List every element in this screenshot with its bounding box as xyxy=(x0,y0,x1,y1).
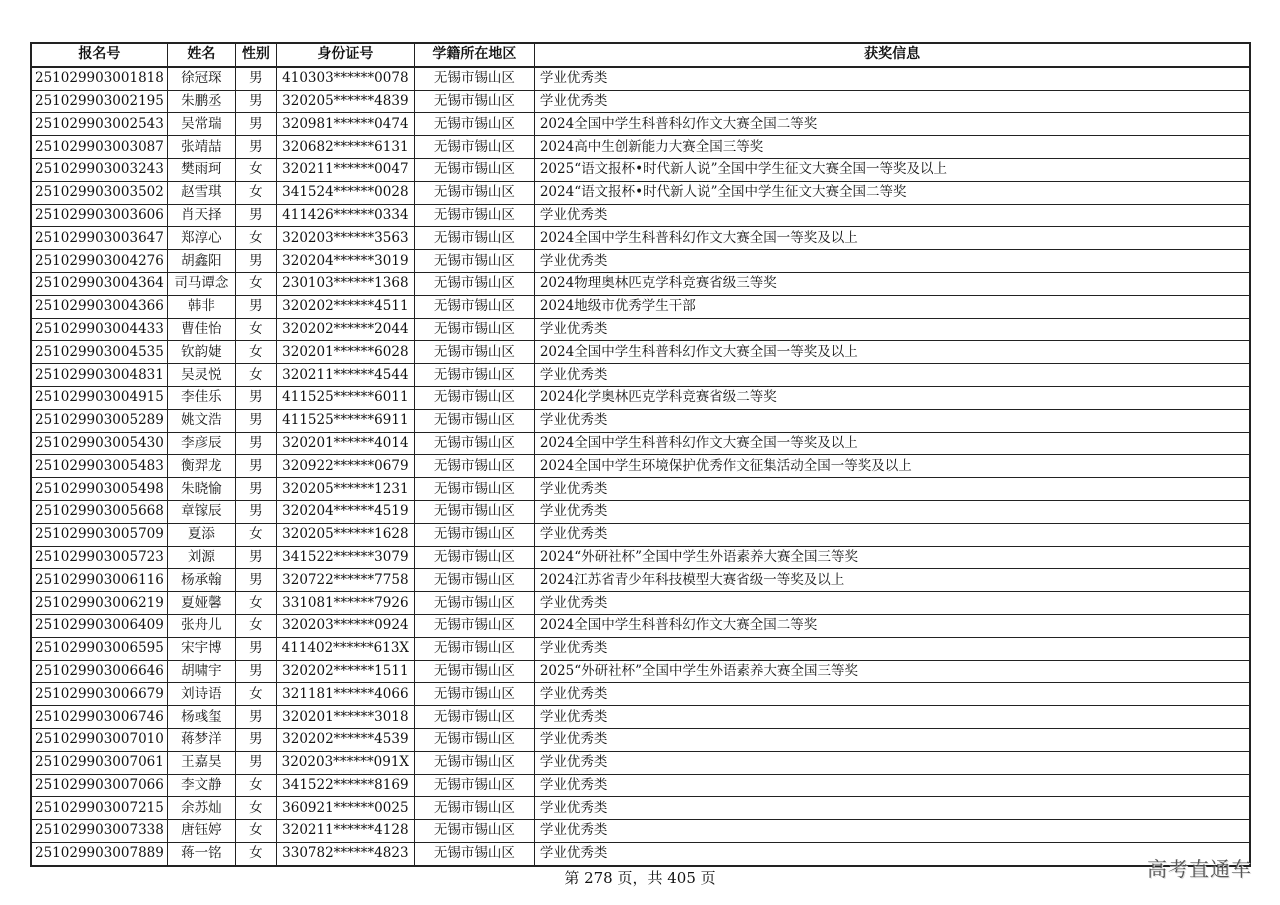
cell-registration-number: 251029903004831 xyxy=(31,364,167,387)
cell-region: 无锡市锡山区 xyxy=(414,90,534,113)
table-row xyxy=(31,90,1250,113)
cell-registration-number: 251029903003647 xyxy=(31,227,167,250)
cell-award-info: 2024“语文报杯•时代新人说”全国中学生征文大赛全国二等奖 xyxy=(534,181,1250,204)
cell-region: 无锡市锡山区 xyxy=(414,364,534,387)
cell-gender: 男 xyxy=(235,67,276,90)
cell-gender: 女 xyxy=(235,181,276,204)
cell-id-number: 320205******1231 xyxy=(276,478,414,501)
cell-gender: 男 xyxy=(235,751,276,774)
cell-id-number: 320202******4511 xyxy=(276,295,414,318)
table-row xyxy=(31,614,1250,637)
cell-region: 无锡市锡山区 xyxy=(414,820,534,843)
cell-name: 蒋梦洋 xyxy=(167,728,235,751)
cell-name: 王嘉昊 xyxy=(167,751,235,774)
table-row xyxy=(31,136,1250,159)
cell-award-info: 学业优秀类 xyxy=(534,683,1250,706)
cell-id-number: 320204******4519 xyxy=(276,500,414,523)
cell-name: 姚文浩 xyxy=(167,409,235,432)
cell-region: 无锡市锡山区 xyxy=(414,67,534,90)
cell-name: 胡鑫阳 xyxy=(167,250,235,273)
col-header-region: 学籍所在地区 xyxy=(414,43,534,67)
cell-name: 夏添 xyxy=(167,523,235,546)
cell-gender: 女 xyxy=(235,341,276,364)
cell-id-number: 320722******7758 xyxy=(276,569,414,592)
cell-award-info: 学业优秀类 xyxy=(534,842,1250,865)
cell-region: 无锡市锡山区 xyxy=(414,318,534,341)
cell-name: 蒋一铭 xyxy=(167,842,235,865)
cell-name: 李佳乐 xyxy=(167,386,235,409)
cell-award-info: 学业优秀类 xyxy=(534,250,1250,273)
col-header-id-number: 身份证号 xyxy=(276,43,414,67)
cell-gender: 女 xyxy=(235,318,276,341)
cell-gender: 男 xyxy=(235,455,276,478)
cell-award-info: 学业优秀类 xyxy=(534,774,1250,797)
cell-name: 刘源 xyxy=(167,546,235,569)
cell-id-number: 410303******0078 xyxy=(276,67,414,90)
table-row xyxy=(31,592,1250,615)
cell-region: 无锡市锡山区 xyxy=(414,478,534,501)
table-row xyxy=(31,820,1250,843)
cell-id-number: 320211******4128 xyxy=(276,820,414,843)
cell-award-info: 学业优秀类 xyxy=(534,318,1250,341)
table-row xyxy=(31,751,1250,774)
table-row xyxy=(31,227,1250,250)
cell-id-number: 320682******6131 xyxy=(276,136,414,159)
cell-award-info: 2024全国中学生科普科幻作文大赛全国一等奖及以上 xyxy=(534,227,1250,250)
col-header-gender: 性别 xyxy=(235,43,276,67)
cell-gender: 女 xyxy=(235,614,276,637)
cell-gender: 女 xyxy=(235,683,276,706)
cell-region: 无锡市锡山区 xyxy=(414,683,534,706)
cell-name: 曹佳怡 xyxy=(167,318,235,341)
table-row xyxy=(31,546,1250,569)
cell-id-number: 320203******0924 xyxy=(276,614,414,637)
awards-table xyxy=(30,42,1251,867)
cell-gender: 男 xyxy=(235,113,276,136)
cell-name: 章镓辰 xyxy=(167,500,235,523)
cell-registration-number: 251029903005723 xyxy=(31,546,167,569)
cell-region: 无锡市锡山区 xyxy=(414,158,534,181)
cell-award-info: 2024“外研社杯”全国中学生外语素养大赛全国三等奖 xyxy=(534,546,1250,569)
cell-gender: 男 xyxy=(235,500,276,523)
cell-id-number: 331081******7926 xyxy=(276,592,414,615)
cell-registration-number: 251029903007010 xyxy=(31,728,167,751)
cell-id-number: 320203******3563 xyxy=(276,227,414,250)
cell-award-info: 学业优秀类 xyxy=(534,637,1250,660)
cell-id-number: 411525******6911 xyxy=(276,409,414,432)
cell-registration-number: 251029903004276 xyxy=(31,250,167,273)
table-row xyxy=(31,409,1250,432)
cell-id-number: 330782******4823 xyxy=(276,842,414,865)
cell-id-number: 320205******4839 xyxy=(276,90,414,113)
cell-name: 胡啸宇 xyxy=(167,660,235,683)
cell-registration-number: 251029903007066 xyxy=(31,774,167,797)
cell-name: 郑淳心 xyxy=(167,227,235,250)
cell-name: 朱鹏丞 xyxy=(167,90,235,113)
cell-registration-number: 251029903006646 xyxy=(31,660,167,683)
table-row xyxy=(31,158,1250,181)
cell-gender: 男 xyxy=(235,569,276,592)
cell-region: 无锡市锡山区 xyxy=(414,637,534,660)
cell-id-number: 341522******3079 xyxy=(276,546,414,569)
cell-gender: 男 xyxy=(235,706,276,729)
table-row xyxy=(31,637,1250,660)
cell-gender: 女 xyxy=(235,842,276,865)
cell-id-number: 320201******3018 xyxy=(276,706,414,729)
cell-registration-number: 251029903006219 xyxy=(31,592,167,615)
cell-registration-number: 251029903001818 xyxy=(31,67,167,90)
table-row xyxy=(31,774,1250,797)
cell-gender: 女 xyxy=(235,272,276,295)
cell-region: 无锡市锡山区 xyxy=(414,614,534,637)
cell-registration-number: 251029903005483 xyxy=(31,455,167,478)
cell-award-info: 学业优秀类 xyxy=(534,409,1250,432)
cell-name: 樊雨珂 xyxy=(167,158,235,181)
cell-name: 杨彧玺 xyxy=(167,706,235,729)
cell-name: 李文静 xyxy=(167,774,235,797)
cell-award-info: 2024全国中学生科普科幻作文大赛全国一等奖及以上 xyxy=(534,432,1250,455)
table-row xyxy=(31,250,1250,273)
cell-id-number: 320202******2044 xyxy=(276,318,414,341)
cell-name: 吴灵悦 xyxy=(167,364,235,387)
cell-registration-number: 251029903005709 xyxy=(31,523,167,546)
cell-region: 无锡市锡山区 xyxy=(414,250,534,273)
cell-registration-number: 251029903003087 xyxy=(31,136,167,159)
cell-region: 无锡市锡山区 xyxy=(414,204,534,227)
cell-name: 宋宇博 xyxy=(167,637,235,660)
cell-region: 无锡市锡山区 xyxy=(414,842,534,865)
cell-gender: 男 xyxy=(235,546,276,569)
table-row xyxy=(31,181,1250,204)
table-row xyxy=(31,341,1250,364)
table-row xyxy=(31,204,1250,227)
cell-name: 张舟儿 xyxy=(167,614,235,637)
cell-gender: 男 xyxy=(235,136,276,159)
cell-registration-number: 251029903006679 xyxy=(31,683,167,706)
table-row xyxy=(31,364,1250,387)
cell-name: 刘诗语 xyxy=(167,683,235,706)
cell-name: 唐钰婷 xyxy=(167,820,235,843)
cell-region: 无锡市锡山区 xyxy=(414,592,534,615)
cell-gender: 男 xyxy=(235,432,276,455)
cell-id-number: 320981******0474 xyxy=(276,113,414,136)
cell-region: 无锡市锡山区 xyxy=(414,455,534,478)
cell-registration-number: 251029903005430 xyxy=(31,432,167,455)
cell-registration-number: 251029903006595 xyxy=(31,637,167,660)
cell-region: 无锡市锡山区 xyxy=(414,341,534,364)
cell-registration-number: 251029903004364 xyxy=(31,272,167,295)
table-row xyxy=(31,660,1250,683)
cell-award-info: 学业优秀类 xyxy=(534,90,1250,113)
cell-region: 无锡市锡山区 xyxy=(414,774,534,797)
cell-region: 无锡市锡山区 xyxy=(414,227,534,250)
cell-gender: 女 xyxy=(235,364,276,387)
cell-name: 徐冠琛 xyxy=(167,67,235,90)
cell-id-number: 320202******1511 xyxy=(276,660,414,683)
table-row xyxy=(31,728,1250,751)
cell-name: 肖天择 xyxy=(167,204,235,227)
table-row xyxy=(31,318,1250,341)
cell-gender: 女 xyxy=(235,774,276,797)
cell-id-number: 360921******0025 xyxy=(276,797,414,820)
cell-registration-number: 251029903006116 xyxy=(31,569,167,592)
cell-award-info: 2025“外研社杯”全国中学生外语素养大赛全国三等奖 xyxy=(534,660,1250,683)
cell-registration-number: 251029903002195 xyxy=(31,90,167,113)
cell-name: 李彦辰 xyxy=(167,432,235,455)
header-row xyxy=(31,43,1250,67)
cell-name: 韩非 xyxy=(167,295,235,318)
cell-id-number: 321181******4066 xyxy=(276,683,414,706)
table-row xyxy=(31,706,1250,729)
cell-registration-number: 251029903004433 xyxy=(31,318,167,341)
table-row xyxy=(31,842,1250,865)
table-row xyxy=(31,67,1250,90)
cell-region: 无锡市锡山区 xyxy=(414,295,534,318)
cell-id-number: 320204******3019 xyxy=(276,250,414,273)
cell-id-number: 320201******4014 xyxy=(276,432,414,455)
cell-id-number: 341522******8169 xyxy=(276,774,414,797)
cell-award-info: 学业优秀类 xyxy=(534,728,1250,751)
cell-id-number: 320922******0679 xyxy=(276,455,414,478)
cell-gender: 男 xyxy=(235,637,276,660)
table-row xyxy=(31,797,1250,820)
cell-id-number: 341524******0028 xyxy=(276,181,414,204)
cell-award-info: 学业优秀类 xyxy=(534,820,1250,843)
cell-registration-number: 251029903007338 xyxy=(31,820,167,843)
cell-id-number: 411402******613X xyxy=(276,637,414,660)
col-header-award-info: 获奖信息 xyxy=(534,43,1250,67)
cell-name: 杨承翰 xyxy=(167,569,235,592)
cell-id-number: 320203******091X xyxy=(276,751,414,774)
cell-region: 无锡市锡山区 xyxy=(414,113,534,136)
cell-registration-number: 251029903006409 xyxy=(31,614,167,637)
col-header-registration-number: 报名号 xyxy=(31,43,167,67)
cell-award-info: 2024地级市优秀学生干部 xyxy=(534,295,1250,318)
cell-gender: 男 xyxy=(235,90,276,113)
cell-gender: 男 xyxy=(235,204,276,227)
cell-region: 无锡市锡山区 xyxy=(414,728,534,751)
page-footer: 第 278 页，共 405 页 xyxy=(564,869,716,887)
cell-id-number: 320205******1628 xyxy=(276,523,414,546)
cell-gender: 男 xyxy=(235,250,276,273)
cell-registration-number: 251029903007889 xyxy=(31,842,167,865)
cell-award-info: 2024高中生创新能力大赛全国三等奖 xyxy=(534,136,1250,159)
cell-id-number: 230103******1368 xyxy=(276,272,414,295)
table-row xyxy=(31,455,1250,478)
cell-gender: 女 xyxy=(235,523,276,546)
cell-id-number: 320202******4539 xyxy=(276,728,414,751)
cell-award-info: 学业优秀类 xyxy=(534,523,1250,546)
cell-name: 司马谭念 xyxy=(167,272,235,295)
cell-id-number: 320201******6028 xyxy=(276,341,414,364)
cell-region: 无锡市锡山区 xyxy=(414,386,534,409)
cell-region: 无锡市锡山区 xyxy=(414,409,534,432)
table-row xyxy=(31,500,1250,523)
cell-gender: 男 xyxy=(235,295,276,318)
cell-registration-number: 251029903006746 xyxy=(31,706,167,729)
cell-award-info: 学业优秀类 xyxy=(534,797,1250,820)
cell-id-number: 411426******0334 xyxy=(276,204,414,227)
cell-id-number: 320211******4544 xyxy=(276,364,414,387)
table-row xyxy=(31,569,1250,592)
cell-name: 朱晓愉 xyxy=(167,478,235,501)
cell-region: 无锡市锡山区 xyxy=(414,797,534,820)
cell-name: 衡羿龙 xyxy=(167,455,235,478)
cell-award-info: 学业优秀类 xyxy=(534,364,1250,387)
cell-gender: 女 xyxy=(235,227,276,250)
cell-name: 钦韵婕 xyxy=(167,341,235,364)
cell-registration-number: 251029903002543 xyxy=(31,113,167,136)
cell-name: 夏娅馨 xyxy=(167,592,235,615)
cell-award-info: 学业优秀类 xyxy=(534,706,1250,729)
cell-award-info: 2024化学奥林匹克学科竞赛省级二等奖 xyxy=(534,386,1250,409)
cell-region: 无锡市锡山区 xyxy=(414,706,534,729)
cell-region: 无锡市锡山区 xyxy=(414,546,534,569)
cell-registration-number: 251029903004535 xyxy=(31,341,167,364)
cell-award-info: 2024江苏省青少年科技模型大赛省级一等奖及以上 xyxy=(534,569,1250,592)
table-row xyxy=(31,683,1250,706)
cell-region: 无锡市锡山区 xyxy=(414,751,534,774)
cell-region: 无锡市锡山区 xyxy=(414,500,534,523)
cell-award-info: 2024全国中学生科普科幻作文大赛全国一等奖及以上 xyxy=(534,341,1250,364)
cell-region: 无锡市锡山区 xyxy=(414,136,534,159)
cell-registration-number: 251029903005289 xyxy=(31,409,167,432)
cell-registration-number: 251029903003606 xyxy=(31,204,167,227)
cell-award-info: 学业优秀类 xyxy=(534,500,1250,523)
col-header-name: 姓名 xyxy=(167,43,235,67)
cell-gender: 男 xyxy=(235,660,276,683)
cell-registration-number: 251029903005668 xyxy=(31,500,167,523)
table-row xyxy=(31,478,1250,501)
cell-registration-number: 251029903004915 xyxy=(31,386,167,409)
cell-gender: 男 xyxy=(235,409,276,432)
cell-registration-number: 251029903003243 xyxy=(31,158,167,181)
cell-award-info: 2024全国中学生环境保护优秀作文征集活动全国一等奖及以上 xyxy=(534,455,1250,478)
cell-name: 赵雪琪 xyxy=(167,181,235,204)
cell-registration-number: 251029903007215 xyxy=(31,797,167,820)
cell-region: 无锡市锡山区 xyxy=(414,660,534,683)
cell-award-info: 2024全国中学生科普科幻作文大赛全国二等奖 xyxy=(534,113,1250,136)
table-row xyxy=(31,386,1250,409)
cell-name: 吴常瑞 xyxy=(167,113,235,136)
cell-award-info: 学业优秀类 xyxy=(534,67,1250,90)
table-body xyxy=(31,67,1250,866)
cell-award-info: 2024全国中学生科普科幻作文大赛全国二等奖 xyxy=(534,614,1250,637)
cell-registration-number: 251029903005498 xyxy=(31,478,167,501)
cell-gender: 男 xyxy=(235,478,276,501)
cell-award-info: 学业优秀类 xyxy=(534,478,1250,501)
cell-gender: 男 xyxy=(235,386,276,409)
cell-gender: 男 xyxy=(235,728,276,751)
table-row xyxy=(31,113,1250,136)
watermark-logo: 高考直通车 xyxy=(1147,857,1252,881)
cell-id-number: 411525******6011 xyxy=(276,386,414,409)
cell-region: 无锡市锡山区 xyxy=(414,432,534,455)
cell-region: 无锡市锡山区 xyxy=(414,181,534,204)
cell-gender: 女 xyxy=(235,592,276,615)
cell-award-info: 学业优秀类 xyxy=(534,204,1250,227)
cell-id-number: 320211******0047 xyxy=(276,158,414,181)
cell-gender: 女 xyxy=(235,158,276,181)
table-row xyxy=(31,295,1250,318)
table-row xyxy=(31,432,1250,455)
cell-registration-number: 251029903003502 xyxy=(31,181,167,204)
cell-region: 无锡市锡山区 xyxy=(414,523,534,546)
cell-gender: 女 xyxy=(235,820,276,843)
cell-award-info: 2024物理奥林匹克学科竞赛省级三等奖 xyxy=(534,272,1250,295)
cell-gender: 女 xyxy=(235,797,276,820)
cell-region: 无锡市锡山区 xyxy=(414,569,534,592)
cell-registration-number: 251029903007061 xyxy=(31,751,167,774)
table-row xyxy=(31,523,1250,546)
cell-name: 余苏灿 xyxy=(167,797,235,820)
cell-award-info: 学业优秀类 xyxy=(534,592,1250,615)
cell-award-info: 学业优秀类 xyxy=(534,751,1250,774)
table-row xyxy=(31,272,1250,295)
cell-registration-number: 251029903004366 xyxy=(31,295,167,318)
cell-region: 无锡市锡山区 xyxy=(414,272,534,295)
cell-award-info: 2025“语文报杯•时代新人说”全国中学生征文大赛全国一等奖及以上 xyxy=(534,158,1250,181)
cell-name: 张靖喆 xyxy=(167,136,235,159)
